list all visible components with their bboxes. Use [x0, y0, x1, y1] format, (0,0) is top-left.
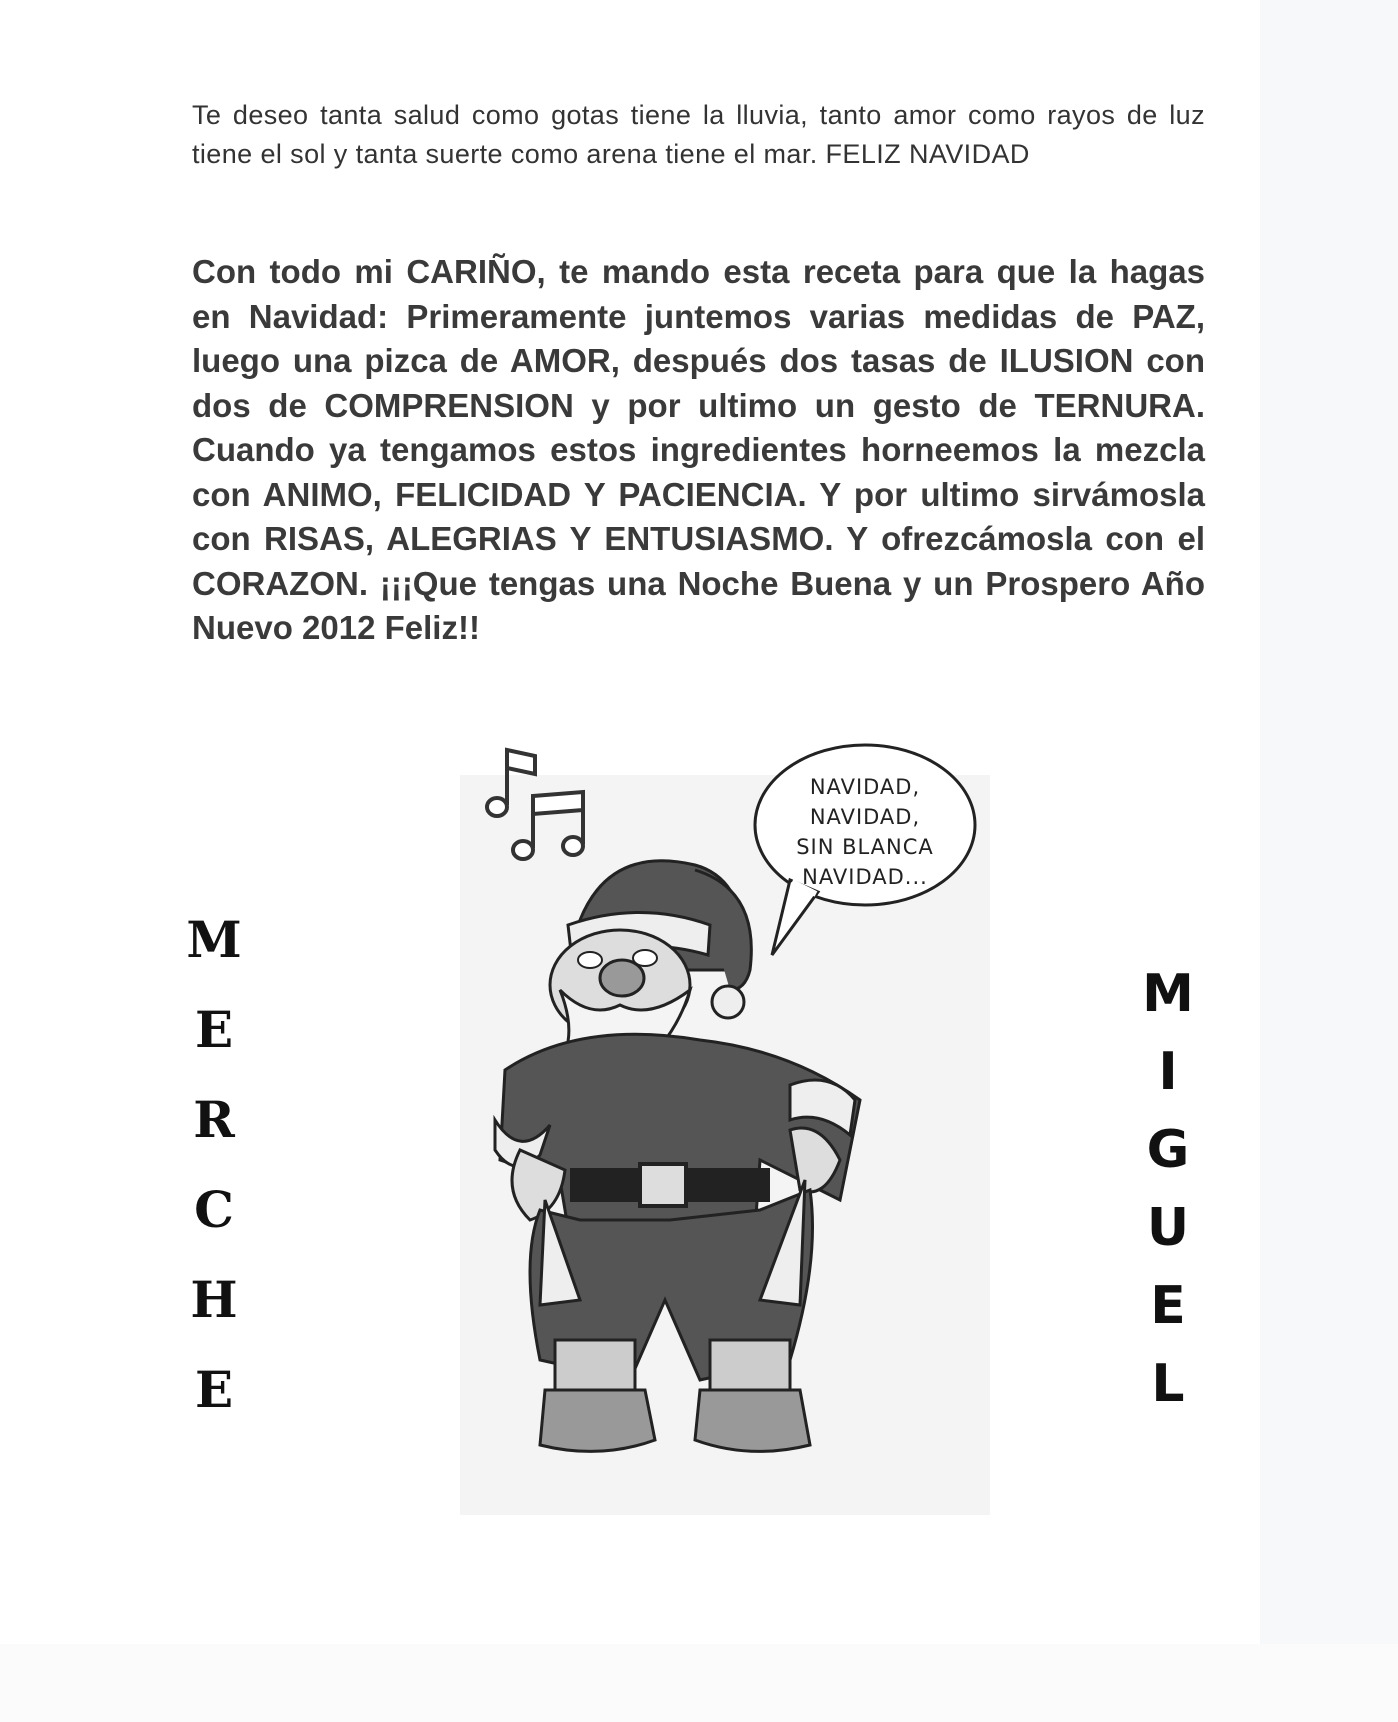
bubble-line: NAVIDAD,: [809, 775, 921, 799]
name-letter: M: [1142, 964, 1194, 1024]
name-miguel: [1138, 955, 1198, 1423]
bubble-line: SIN BLANCA: [796, 835, 934, 859]
bubble-line: NAVIDAD...: [802, 865, 928, 889]
name-letter: E: [194, 1360, 234, 1419]
name-merche: [188, 895, 240, 1435]
name-letter: G: [1146, 1120, 1190, 1180]
name-letter: L: [1151, 1354, 1185, 1414]
bubble-line: NAVIDAD,: [809, 805, 921, 829]
greeting-paragraph: Te deseo tanta salud como gotas tiene la lluvia, tanto amor como rayos de luz tiene el sol y tanta suerte como arena tiene el mar. FELIZ NAVIDAD: [192, 100, 1205, 169]
scan-edge-bottom: [0, 1644, 1398, 1722]
name-letter: M: [186, 910, 242, 969]
name-letter: R: [193, 1090, 235, 1149]
name-letter: C: [194, 1180, 234, 1239]
name-letter: E: [1150, 1276, 1186, 1336]
recipe-paragraph: Con todo mi CARIÑO, te mando esta receta para que la hagas en Navidad: Primeramente juntemos varias medidas de PAZ, luego una pizca de AMOR, después dos tasas de ILUSION con dos de COMPRENSION y por ultimo un gesto de TERNURA. Cuando ya tengamos estos ingredientes horneemos la mezcla con ANIMO, FELICIDAD Y PACIENCIA. Y por ultimo sirvámosla con RISAS, ALEGRIAS Y ENTUSIASMO. Y ofrezcámosla con el CORAZON. ¡¡¡Que tengas una Noche Buena y un Prospero Año Nuevo 2012 Feliz!!: [192, 253, 1205, 646]
speech-bubble-text: [760, 772, 970, 892]
name-letter: H: [190, 1270, 238, 1329]
name-letter: I: [1158, 1042, 1178, 1102]
scan-edge-right: [1260, 0, 1398, 1722]
name-letter: U: [1146, 1198, 1190, 1258]
name-letter: E: [194, 1000, 234, 1059]
